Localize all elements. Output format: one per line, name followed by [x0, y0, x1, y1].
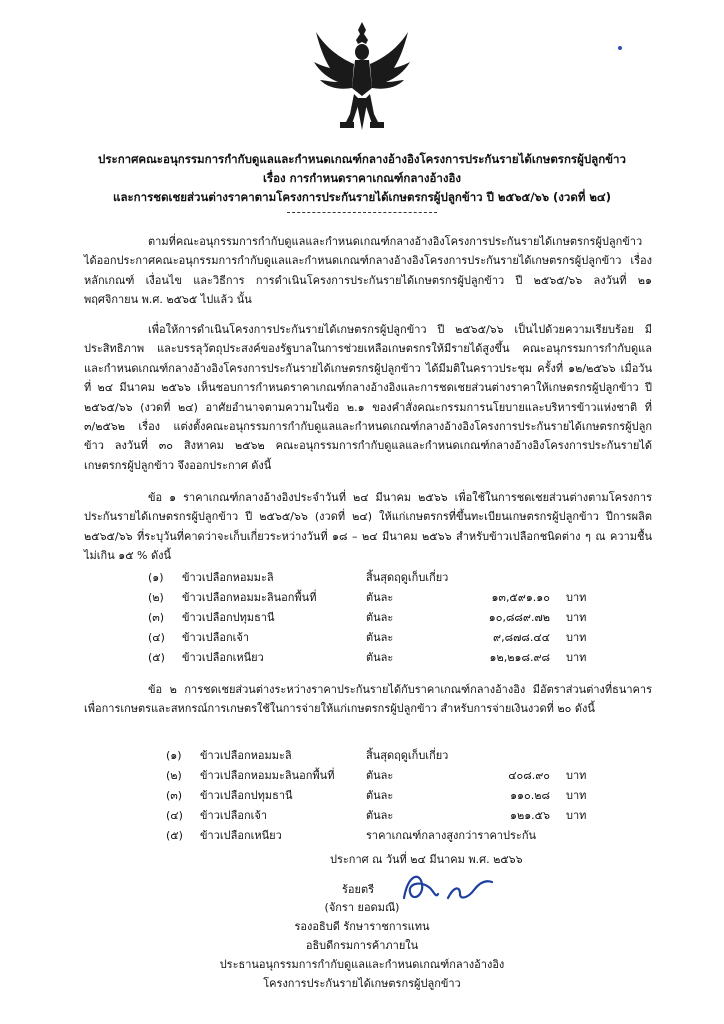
table-row: (๔) ข้าวเปลือกเจ้า ตันละ ๑๒๑.๕๖ บาท: [166, 809, 587, 822]
table-row: (๕) ข้าวเปลือกเหนียว ราคาเกณฑ์กลางสูงกว่าราคาประกัน: [166, 829, 537, 842]
signer-position-4: โครงการประกันรายได้เกษตรกรผู้ปลูกข้าว: [263, 977, 461, 990]
paragraph-3: [84, 488, 652, 566]
announce-date: ประกาศ ณ วันที่ ๒๔ มีนาคม พ.ศ. ๒๕๖๖: [330, 853, 523, 866]
paragraph-1-text: ตามที่คณะอนุกรรมการกำกับดูแลและกำหนดเกณฑ์กลางอ้างอิงโครงการประกันรายได้เกษตรกรผู้ปลูกข้าว ได้ออกประกาศคณะอนุกรรมการกำกับดูแลและกำหนดเกณฑ์กลางอ้างอิงโครงการประกันรายได้เกษตรกรผู้ปลูกข้าว เรื่อง หลักเกณฑ์ เงื่อนไข และวิธีการ การดำเนินโครงการประกันรายได้เกษตรกรผู้ปลูกข้าว ปี ๒๕๖๕/๖๖ ลงวันที่ ๒๑ พฤศจิกายน พ.ศ. ๒๕๖๕ ไปแล้ว นั้น: [84, 235, 652, 307]
paragraph-1: [84, 232, 652, 310]
paragraph-2: [84, 320, 652, 475]
table-row: (๕) ข้าวเปลือกเหนียว ตันละ ๑๒,๒๑๘.๙๘ บาท: [148, 651, 587, 664]
signer-position-2: อธิบดีกรมการค้าภายใน: [305, 939, 419, 952]
signer-rank: ร้อยตรี: [342, 883, 375, 896]
paragraph-3-text: ข้อ ๑ ราคาเกณฑ์กลางอ้างอิงประจำวันที่ ๒๔ มีนาคม ๒๕๖๖ เพื่อใช้ในการชดเชยส่วนต่างตามโครงการประกันรายได้เกษตรกรผู้ปลูกข้าว ปี ๒๕๖๕/๖๖ (งวดที่ ๒๔) ให้แก่เกษตรกรที่ขึ้นทะเบียนเกษตรกรผู้ปลูกข้าว ปีการผลิต ๒๕๖๕/๖๖ ที่ระบุวันที่คาดว่าจะเก็บเกี่ยวระหว่างวันที่ ๑๘ – ๒๔ มีนาคม ๒๕๖๖ สำหรับข้าวเปลือกชนิดต่าง ๆ ณ ความชื้นไม่เกิน ๑๕ % ดังนี้: [84, 491, 652, 563]
paragraph-4: [84, 680, 652, 719]
header-line-3: และการชดเชยส่วนต่างราคาตามโครงการประกันรายได้เกษตรกรผู้ปลูกข้าว ปี ๒๕๖๕/๖๖ (งวดที่ ๒๔): [113, 190, 611, 204]
signer-position-1: รองอธิบดี รักษาราชการแทน: [294, 920, 430, 933]
table-row: (๓) ข้าวเปลือกปทุมธานี ตันละ ๑๐,๘๘๙.๗๒ บาท: [148, 611, 587, 624]
table-row: (๒) ข้าวเปลือกหอมมะลินอกพื้นที่ ตันละ ๑๓,๕๙๑.๑๐ บาท: [148, 591, 587, 604]
header-line-1: ประกาศคณะอนุกรรมการกำกับดูแลและกำหนดเกณฑ์กลางอ้างอิงโครงการประกันรายได้เกษตรกรผู้ปลูกข้าว: [98, 152, 626, 166]
header-line-2: เรื่อง การกำหนดราคาเกณฑ์กลางอ้างอิง: [262, 171, 462, 185]
table-row: (๑) ข้าวเปลือกหอมมะลิ สิ้นสุดฤดูเก็บเกี่ยว: [166, 749, 449, 762]
blue-dot-mark: [618, 46, 622, 50]
garuda-emblem: [310, 18, 414, 136]
table-row: (๑) ข้าวเปลือกหอมมะลิ สิ้นสุดฤดูเก็บเกี่ยว: [148, 571, 449, 584]
paragraph-2-text: เพื่อให้การดำเนินโครงการประกันรายได้เกษตรกรผู้ปลูกข้าว ปี ๒๕๖๕/๖๖ เป็นไปด้วยความเรียบร้อย มีประสิทธิภาพ และบรรลุวัตถุประสงค์ของรัฐบาลในการช่วยเหลือเกษตรกรให้มีรายได้สูงขึ้น คณะอนุกรรมการกำกับดูแลและกำหนดเกณฑ์กลางอ้างอิงโครงการประกันรายได้เกษตรกรผู้ปลูกข้าว ได้มีมติในคราวประชุม ครั้งที่ ๑๒/๒๕๖๖ เมื่อวันที่ ๒๔ มีนาคม ๒๕๖๖ เห็นชอบการกำหนดราคาเกณฑ์กลางอ้างอิงและการชดเชยส่วนต่างราคาให้เกษตรกรผู้ปลูกข้าว ปี ๒๕๖๕/๖๖ (งวดที่ ๒๔) อาศัยอำนาจตามความในข้อ ๒.๑ ของคำสั่งคณะกรรมการนโยบายและบริหารข้าวแห่งชาติ ที่ ๓/๒๕๖๒ เรื่อง แต่งตั้งคณะอนุกรรมการกำกับดูแลและกำหนดเกณฑ์กลางอ้างอิงโครงการประกันรายได้เกษตรกรผู้ปลูกข้าว ลงวันที่ ๓๐ สิงหาคม ๒๕๖๒ คณะอนุกรรมการกำกับดูแลและกำหนดเกณฑ์กลางอ้างอิงโครงการประกันรายได้เกษตรกรผู้ปลูกข้าว จึงออกประกาศ ดังนี้: [84, 323, 652, 472]
signer-name: (จักรา ยอดมณี): [324, 901, 400, 914]
table-row: (๔) ข้าวเปลือกเจ้า ตันละ ๙,๘๗๘.๔๔ บาท: [148, 631, 587, 644]
header-divider: [287, 212, 437, 213]
table-row: (๒) ข้าวเปลือกหอมมะลินอกพื้นที่ ตันละ ๔๐๘.๙๐ บาท: [166, 769, 587, 782]
table-row: (๓) ข้าวเปลือกปทุมธานี ตันละ ๑๑๐.๒๘ บาท: [166, 789, 587, 802]
document-header: [40, 150, 684, 207]
signer-position-3: ประธานอนุกรรมการกำกับดูแลและกำหนดเกณฑ์กลางอ้างอิง: [219, 958, 505, 971]
paragraph-4-text: ข้อ ๒ การชดเชยส่วนต่างระหว่างราคาประกันรายได้กับราคาเกณฑ์กลางอ้างอิง มีอัตราส่วนต่างที่ธนาคารเพื่อการเกษตรและสหกรณ์การเกษตรใช้ในการจ่ายให้แก่เกษตรกรผู้ปลูกข้าว สำหรับการจ่ายเงินงวดที่ ๒๐ ดังนี้: [84, 683, 652, 716]
